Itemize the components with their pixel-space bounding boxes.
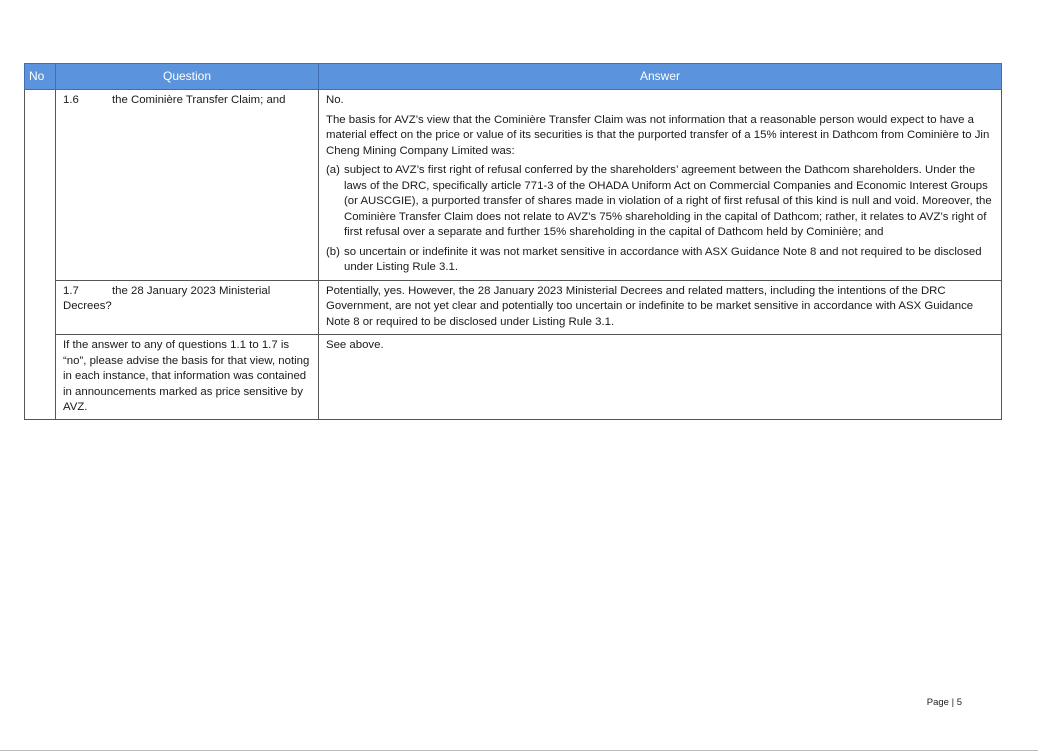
list-item	[326, 163, 995, 241]
header-question: Question	[56, 64, 319, 90]
list-marker: (b)	[326, 245, 340, 258]
header-answer: Answer	[319, 64, 1002, 90]
question-cell	[56, 335, 319, 420]
answer-cell	[319, 335, 1002, 420]
header-no: No	[25, 64, 56, 90]
qa-table	[24, 63, 1002, 420]
answer-paragraph: The basis for AVZ’s view that the Cominière Transfer Claim was not information that a reasonable person would expect to have a material effect on the price or value of its securities is that the purported transfer of a 15% interest in Dathcom from Cominière to Jin Cheng Mining Company Limited was:	[326, 113, 990, 157]
question-cell	[56, 280, 319, 335]
list-marker: (a)	[326, 164, 340, 176]
question-text: the 28 January 2023 Ministerial Decrees?	[63, 284, 271, 312]
table-header-row	[25, 64, 1002, 90]
question-number: 1.7	[63, 284, 79, 297]
table-row	[25, 280, 1002, 335]
list-item-text: so uncertain or indefinite it was not market sensitive in accordance with ASX Guidance Note 8 and not required to be disclosed under Listing Rule 3.1.	[344, 245, 982, 273]
question-text: the Cominière Transfer Claim; and	[112, 94, 286, 106]
page-number: Page | 5	[926, 697, 962, 708]
question-number: 1.6	[63, 94, 79, 106]
question-text: If the answer to any of questions 1.1 to 1.7 is “no”, please advise the basis for that view, noting in each instance, that information was contained in announcements marked as price sensitive by AVZ.	[63, 339, 310, 413]
table-row	[25, 90, 1002, 281]
answer-cell	[319, 90, 1002, 281]
answer-list	[326, 163, 995, 276]
no-column-cell	[25, 90, 56, 420]
page-bottom-divider	[0, 750, 1038, 751]
answer-paragraph: See above.	[326, 339, 384, 351]
list-item-text: subject to AVZ’s first right of refusal conferred by the shareholders’ agreement between the Dathcom shareholders. Under the laws of the DRC, specifically article 771-3 of the OHADA Uniform Act on Commercial Companies and Economic Interest Groups (or AUSCGIE), a purported transfer of shares made in violation of a right of first refusal of this kind is null and void. Moreover, the Cominière Transfer Claim does not relate to AVZ’s 75% shareholding in the capital of Dathcom; rather, it relates to AVZ’s right of first refusal over a separate and further 15% shareholding in the capital of Dathcom held by Cominière; and	[344, 164, 992, 238]
question-cell	[56, 90, 319, 281]
answer-cell	[319, 280, 1002, 335]
answer-paragraph: Potentially, yes. However, the 28 January 2023 Ministerial Decrees and related matters, including the intentions of the DRC Government, are not yet clear and potentially too uncertain or indefinite to be market sensitive in accordance with ASX Guidance Note 8 or required to be disclosed under Listing Rule 3.1.	[326, 284, 974, 328]
list-item	[326, 245, 995, 276]
table-row	[25, 335, 1002, 420]
answer-paragraph: No.	[326, 94, 344, 106]
